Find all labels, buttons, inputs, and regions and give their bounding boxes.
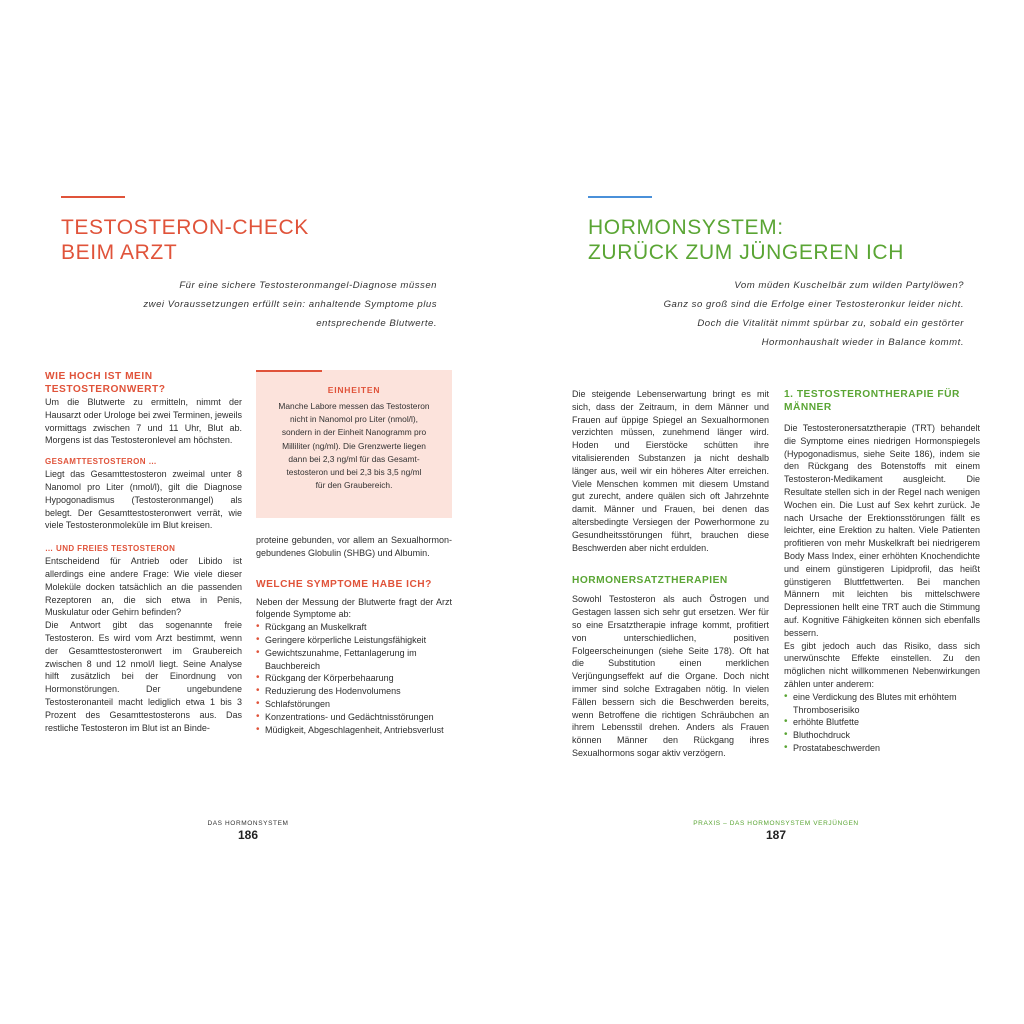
right-page-title [588, 215, 988, 265]
info-box-rule [256, 370, 322, 372]
risiko-paragraph: Es gibt jedoch auch das Risiko, dass sich unerwünschte Effekte einstellen. Zu den möglichen nicht willkommenen Nebenwirkungen zählen unter anderem: [784, 640, 980, 689]
left-page-title [61, 215, 441, 265]
left-title-line-2: BEIM ARZT [61, 241, 178, 264]
trt-heading-line-1: 1. TESTOSTERONTHERAPIE FÜR [784, 389, 960, 400]
left-intro [61, 276, 437, 333]
antrieb-paragraph: Entscheidend für Antrieb oder Libido ist allerdings eine andere Frage: Wie viele dieser Moleküle docken tatsächlich an die passenden Rezeptoren an, die sich etwa in Penis, Muskulatur oder Gehirn befinden? [45, 556, 242, 618]
right-intro [580, 276, 964, 352]
gesamttestosteron-subheading: GESAMTTESTOSTERON … [45, 457, 157, 467]
symptome-list [256, 621, 452, 736]
right-intro-line-3: Doch die Vitalität nimmt spürbar zu, sobald ein gestörter [697, 318, 964, 329]
einheiten-line-7: für den Graubereich. [315, 480, 393, 491]
list-item: • erhöhte Blutfette [784, 716, 860, 728]
symptome-heading: WELCHE SYMPTOME HABE ICH? [256, 578, 432, 590]
left-footer-label: DAS HORMONSYSTEM [207, 820, 289, 827]
right-intro-line-1: Vom müden Kuschelbär zum wilden Partylöwen? [734, 280, 964, 291]
list-item: • eine Verdickung des Blutes mit erhöhtem Thromboserisiko [784, 690, 957, 715]
list-item: • Konzentrations- und Gedächtnisstörungen [256, 710, 434, 722]
right-intro-line-2: Ganz so groß sind die Erfolge einer Testosteronkur leider nicht. [663, 299, 964, 310]
left-column-2 [256, 534, 452, 736]
right-column-2 [784, 388, 980, 755]
trt-paragraph: Die Testosteronersatztherapie (TRT) behandelt die Symptome eines niedrigen Hormonspiegels (Hypogonadismus, siehe Seite 186), indem sie den Rückgang des Botenstoffs mit einem Testosteron-Medikament ausgleicht. Die Resultate stellen sich in der Regel nach wenigen Wochen ein. Die Lust auf Sex kehrt zurück. Je nach Ursache der Erektionsstörungen fällt es leichter, eine Erektion zu halten. Viele Patienten profitieren von mehr Muskelkraft bei niedrigerem Body Mass Index, einer erhöhten Knochendichte und einem günstigeren Lipidprofil, das heißt günstigeren Bluttfettwerten. Bei manchen Männern mit leichten bis mittelschwere Depressionen hellt eine TRT auch die Stimmung auf. Kognitive Fähigkeiten können sich ebenfalls bessern. [784, 423, 980, 638]
left-intro-line-1: Für eine sichere Testosteronmangel-Diagnose müssen [179, 280, 437, 291]
blutwerte-paragraph: Um die Blutwerte zu ermitteln, nimmt der Hausarzt oder Urologe bei zwei Terminen, jeweils vormittags zwischen 7 und 11 Uhr, Blut ab. Morgens ist das Testosteronlevel am höchsten. [45, 397, 242, 446]
einheiten-line-3: sondern in der Einheit Nanogramm pro [281, 427, 427, 438]
einheiten-heading: EINHEITEN [327, 385, 381, 395]
right-title-line-1: HORMONSYSTEM: [588, 216, 784, 239]
list-item: • Bluthochdruck [784, 729, 851, 741]
bindeproteine-paragraph: proteine gebunden, vor allem an Sexualhormon-gebundenes Globulin (SHBG) und Albumin. [256, 535, 452, 558]
left-page-number: 186 [237, 828, 259, 842]
left-title-line-1: TESTOSTERON-CHECK [61, 216, 309, 239]
list-item: • Rückgang der Körperbehaarung [256, 672, 394, 684]
hormonersatztherapien-heading: HORMONERSATZTHERAPIEN [572, 575, 728, 587]
right-title-rule [588, 196, 652, 198]
right-title-line-2: ZURÜCK ZUM JÜNGEREN ICH [588, 241, 904, 264]
nebenwirkungen-list [784, 691, 980, 755]
trt-heading-line-2: MÄNNER [784, 402, 832, 413]
einheiten-line-1: Manche Labore messen das Testosteron [278, 401, 430, 411]
left-footer [178, 819, 318, 843]
ersatztherapie-paragraph: Sowohl Testosteron als auch Östrogen und Gestagen lassen sich sehr gut ersetzen. Wer für so eine Ersatztherapie infrage kommt, profitiert von unterschiedlichen, positiven Folgeerscheinungen (siehe Seite 178). Oft hat die Substitution einen merklichen Verjüngungseffekt auf die Organe. Doch nicht immer sind solche Extragaben nötig. In vielen Fällen bessern sich die Beschwerden bereits, wenn Betroffene die richtigen Schräubchen an ihrem Lebensstil drehen. Anders als Frauen können Männer den Rückgang ihres Sexualhormons sogar aktiv verzögern. [572, 594, 769, 758]
left-column-1 [45, 370, 242, 734]
gesamttestosteron-paragraph: Liegt das Gesamttestosteron zweimal unter 8 Nanomol pro Liter (nmol/l), gilt die Diagnose Hypogonadismus (Testosteronmangel) als belegt. Der Gesamttestosteronwert verrät, wie viele Testosteronmoleküle im Blut kreisen. [45, 469, 242, 531]
right-footer [676, 819, 876, 843]
right-footer-label: PRAXIS – DAS HORMONSYSTEM VERJÜNGEN [693, 820, 859, 827]
list-item: • Schlafstörungen [256, 697, 331, 709]
right-intro-line-4: Hormonhaushalt wieder in Balance kommt. [761, 337, 964, 348]
right-page-number: 187 [765, 828, 787, 842]
testosteronwert-heading-line-1: WIE HOCH IST MEIN [45, 371, 153, 382]
list-item: • Gewichtszunahme, Fettanlagerung im Bauchbereich [256, 646, 417, 671]
right-column-1 [572, 388, 769, 760]
einheiten-line-6: testosteron und bei 2,3 bis 3,5 ng/ml [286, 467, 422, 478]
einheiten-info-box [256, 370, 452, 518]
list-item: • Müdigkeit, Abgeschlagenheit, Antriebsverlust [256, 723, 444, 735]
left-title-rule [61, 196, 125, 198]
list-item: • Prostatabeschwerden [784, 741, 881, 753]
list-item: • Reduzierung des Hodenvolumens [256, 685, 401, 697]
list-item: • Rückgang an Muskelkraft [256, 621, 367, 633]
freies-testosteron-paragraph: Die Antwort gibt das sogenannte freie Testosteron. Es wird vom Arzt bestimmt, wenn der Gesamttestosteronwert im Graubereich zwischen 8 und 12 nmol/l liegt. Seine Analyse hilft zusätzlich bei der Einordnung von Hormonstörungen. Der ungebundene Testosteronanteil macht lediglich etwa 1 bis 3 Prozent des Gesamttestosterons aus. Das restliche Testosteron im Blut ist an Binde- [45, 620, 242, 733]
left-intro-line-3: entsprechende Blutwerte. [316, 318, 437, 329]
list-item: • Geringere körperliche Leistungsfähigkeit [256, 633, 427, 645]
lebenserwartung-paragraph: Die steigende Lebenserwartung bringt es mit sich, dass der Zeitraum, in dem Männer und Frauen auf üppige Spiegel an Sexualhormonen verzichten müssen, zunehmend länger wird. Hoden und Eierstöcke schütten ihre vitalisierenden Substanzen ja nicht deshalb länger aus, weil wir ein höheres Alter erreichen. Viele Menschen kommen mit diesem Umstand gut zurecht, andere quälen sich oft Jahrzehnte damit. Männer und Frauen, bei denen das altersbedingte Versiegen der Powerhormone zu Gesundheitsstörungen führt, brauchen diese Beschwerden aber nicht erdulden. [572, 389, 769, 553]
einheiten-line-5: dann bei 2,3 ng/ml für das Gesamt- [288, 453, 420, 464]
einheiten-line-2: nicht in Nanomol pro Liter (nmol/l), [289, 414, 418, 425]
left-intro-line-2: zwei Voraussetzungen erfüllt sein: anhaltende Symptome plus [143, 299, 437, 310]
freies-testosteron-subheading: … UND FREIES TESTOSTERON [45, 544, 176, 554]
symptome-intro: Neben der Messung der Blutwerte fragt der Arzt folgende Symptome ab: [256, 596, 452, 620]
testosteronwert-heading-line-2: TESTOSTERONWERT? [45, 384, 166, 395]
einheiten-line-4: Milliliter (ng/ml). Die Grenzwerte liegen [282, 440, 426, 451]
